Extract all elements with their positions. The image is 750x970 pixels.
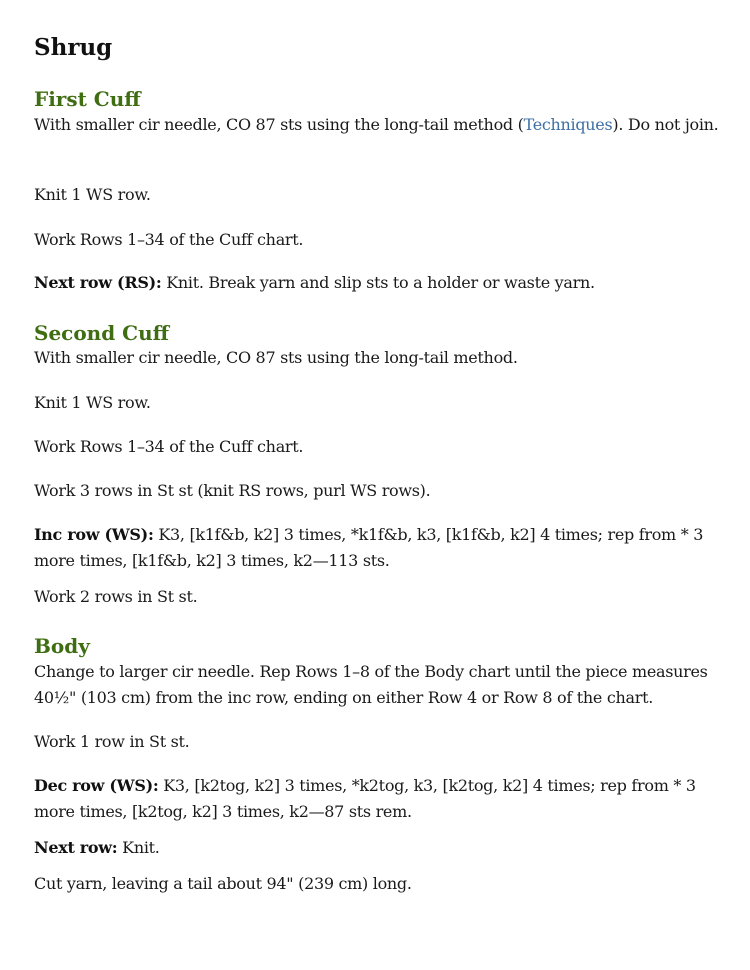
next-row-text: Knit. [117, 838, 160, 857]
first-cuff-paragraph-1 [34, 112, 724, 138]
page-title: Shrug [34, 34, 113, 61]
dec-row-label: Dec row (WS): [34, 776, 159, 795]
body-paragraph-4 [34, 835, 724, 861]
body-paragraph-3 [34, 773, 724, 825]
dec-row-text: K3, [k2tog, k2] 3 times, *k2tog, k3, [k2tog, k2] 4 times; rep from * 3 more times, [k2tog, k2] 3 times, k2—87 sts rem. [34, 776, 696, 821]
techniques-link[interactable]: Techniques [523, 115, 613, 134]
body-paragraph-2: Work 1 row in St st. [34, 732, 190, 751]
body-paragraph-5: Cut yarn, leaving a tail about 94" (239 cm) long. [34, 874, 412, 893]
second-cuff-paragraph-1: With smaller cir needle, CO 87 sts using the long-tail method. [34, 348, 518, 367]
section-heading-body: Body [34, 634, 90, 658]
first-cuff-paragraph-3: Work Rows 1–34 of the Cuff chart. [34, 230, 304, 249]
inc-row-label: Inc row (WS): [34, 525, 154, 544]
body-paragraph-1: Change to larger cir needle. Rep Rows 1–8 of the Body chart until the piece measures 40½" (103 cm) from the inc row, ending on either Row 4 or Row 8 of the chart. [34, 662, 708, 707]
second-cuff-paragraph-5 [34, 522, 724, 574]
first-cuff-paragraph-4 [34, 270, 724, 296]
section-heading-second-cuff: Second Cuff [34, 321, 170, 345]
first-cuff-paragraph-2: Knit 1 WS row. [34, 185, 151, 204]
second-cuff-paragraph-3: Work Rows 1–34 of the Cuff chart. [34, 437, 304, 456]
second-cuff-paragraph-2: Knit 1 WS row. [34, 393, 151, 412]
next-row-rs-label: Next row (RS): [34, 273, 162, 292]
first-cuff-p1-text-after: ). Do not join. [612, 115, 719, 134]
first-cuff-p1-text-before: With smaller cir needle, CO 87 sts using the long-tail method ( [34, 115, 524, 134]
next-row-label: Next row: [34, 838, 118, 857]
second-cuff-paragraph-4: Work 3 rows in St st (knit RS rows, purl WS rows). [34, 481, 431, 500]
section-heading-first-cuff: First Cuff [34, 87, 141, 111]
first-cuff-p4-text: Knit. Break yarn and slip sts to a holder or waste yarn. [161, 273, 595, 292]
second-cuff-paragraph-6: Work 2 rows in St st. [34, 587, 198, 606]
inc-row-text: K3, [k1f&b, k2] 3 times, *k1f&b, k3, [k1f&b, k2] 4 times; rep from * 3 more times, [k1f&b, k2] 3 times, k2—113 sts. [34, 525, 704, 570]
